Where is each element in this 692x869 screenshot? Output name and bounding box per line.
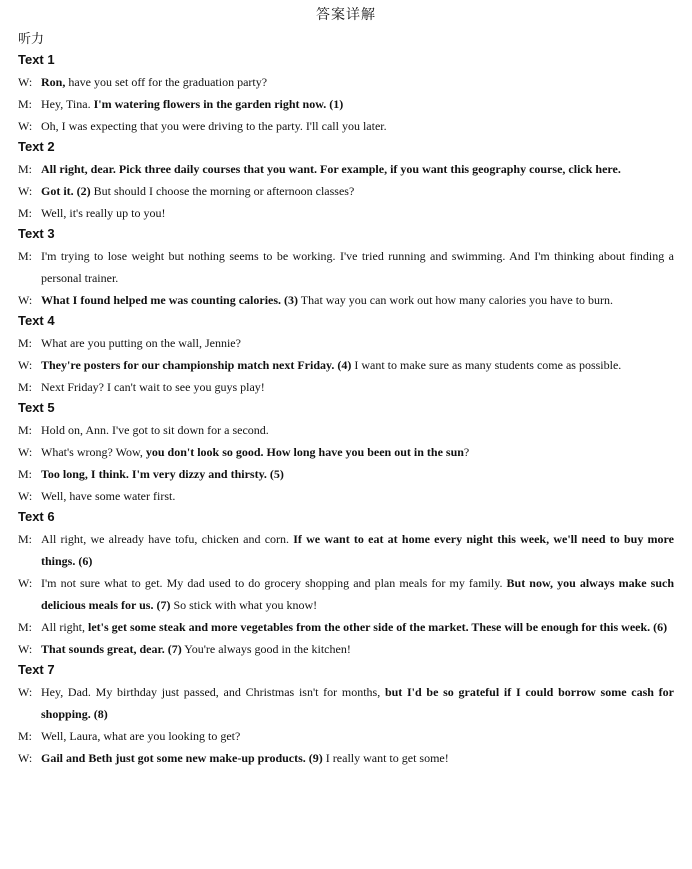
speaker-label: W:	[18, 119, 33, 133]
speaker-label: M:	[18, 249, 33, 263]
answer-text: Too long, I think. I'm very dizzy and thirsty. (5)	[41, 467, 284, 481]
dialogue-line	[18, 202, 674, 224]
dialogue-text: Next Friday? I can't wait to see you guys play!	[41, 380, 265, 394]
answer-text: you don't look so good. How long have you been out in the sun	[145, 445, 464, 459]
section-label: 听力	[18, 31, 45, 46]
dialogue-line	[18, 180, 674, 202]
speaker-label: M:	[18, 97, 33, 111]
dialogue-text: I'm trying to lose weight but nothing seems to be working. I've tried running and swimming. And I'm thinking about finding a personal trainer.	[41, 249, 674, 285]
dialogue-text: You're always good in the kitchen!	[181, 642, 351, 656]
speaker-label: W:	[18, 576, 33, 590]
dialogue-line	[18, 245, 674, 289]
speaker-label: W:	[18, 293, 33, 307]
transcript-content	[18, 50, 674, 769]
answer-text: Got it. (2)	[41, 184, 91, 198]
dialogue-line	[18, 572, 674, 616]
speaker-label: M:	[18, 467, 33, 481]
speaker-label: W:	[18, 489, 33, 503]
answer-text: Gail and Beth just got some new make-up products. (9)	[41, 751, 323, 765]
speaker-label: M:	[18, 380, 33, 394]
dialogue-text: But should I choose the morning or afternoon classes?	[90, 184, 355, 198]
dialogue-text: That way you can work out how many calories you have to burn.	[298, 293, 614, 307]
dialogue-line	[18, 289, 674, 311]
speaker-label: M:	[18, 532, 33, 546]
text-heading: Text 1	[18, 52, 55, 67]
speaker-label: W:	[18, 685, 33, 699]
dialogue-line	[18, 376, 674, 398]
speaker-label: W:	[18, 358, 33, 372]
dialogue-line	[18, 115, 674, 137]
dialogue-text: Hey, Tina.	[41, 97, 94, 111]
speaker-label: W:	[18, 642, 33, 656]
dialogue-text: ?	[463, 445, 470, 459]
dialogue-line	[18, 485, 674, 507]
dialogue-line	[18, 528, 674, 572]
answer-text: But now, you always make such delicious meals for us. (7)	[41, 576, 674, 612]
dialogue-text: I want to make sure as many students come as possible.	[351, 358, 622, 372]
dialogue-line	[18, 441, 674, 463]
text-heading: Text 4	[18, 313, 55, 328]
dialogue-line	[18, 725, 674, 747]
dialogue-text: So stick with what you know!	[170, 598, 318, 612]
dialogue-text: Well, it's really up to you!	[41, 206, 166, 220]
dialogue-text: Hold on, Ann. I've got to sit down for a second.	[41, 423, 269, 437]
answer-text: I'm watering flowers in the garden right now. (1)	[93, 97, 344, 111]
answer-text: but I'd be so grateful if I could borrow some cash for shopping. (8)	[41, 685, 674, 721]
page-title: 答案详解	[316, 8, 376, 23]
dialogue-line	[18, 616, 674, 638]
speaker-label: M:	[18, 162, 33, 176]
text-heading: Text 2	[18, 139, 55, 154]
answer-text: All right, dear. Pick three daily courses that you want. For example, if you want this geography course, click here.	[41, 162, 621, 176]
dialogue-line	[18, 332, 674, 354]
dialogue-text: I really want to get some!	[322, 751, 449, 765]
speaker-label: M:	[18, 423, 33, 437]
dialogue-text: Well, have some water first.	[41, 489, 176, 503]
speaker-label: M:	[18, 336, 33, 350]
dialogue-line	[18, 71, 674, 93]
answer-text: They're posters for our championship match next Friday. (4)	[41, 358, 352, 372]
dialogue-line	[18, 93, 674, 115]
dialogue-text: Oh, I was expecting that you were driving to the party. I'll call you later.	[41, 119, 387, 133]
answer-text: That sounds great, dear. (7)	[41, 642, 182, 656]
speaker-label: W:	[18, 184, 33, 198]
dialogue-text: All right,	[41, 620, 88, 634]
dialogue-line	[18, 463, 674, 485]
dialogue-text: What are you putting on the wall, Jennie?	[41, 336, 241, 350]
text-heading: Text 5	[18, 400, 55, 415]
dialogue-line	[18, 158, 674, 180]
dialogue-text: Well, Laura, what are you looking to get?	[41, 729, 241, 743]
dialogue-line	[18, 419, 674, 441]
answer-text: Ron,	[41, 75, 66, 89]
speaker-label: W:	[18, 445, 33, 459]
text-heading: Text 3	[18, 226, 55, 241]
speaker-label: M:	[18, 206, 33, 220]
answer-text: If we want to eat at home every night this week, we'll need to buy more things. (6)	[41, 532, 674, 568]
dialogue-line	[18, 638, 674, 660]
dialogue-line	[18, 747, 674, 769]
dialogue-text: have you set off for the graduation party?	[65, 75, 268, 89]
dialogue-text: All right, we already have tofu, chicken and corn.	[41, 532, 294, 546]
dialogue-line	[18, 681, 674, 725]
dialogue-text: I'm not sure what to get. My dad used to do grocery shopping and plan meals for my family.	[41, 576, 507, 590]
speaker-label: W:	[18, 75, 33, 89]
dialogue-text: Hey, Dad. My birthday just passed, and Christmas isn't for months,	[41, 685, 385, 699]
dialogue-text: What's wrong? Wow,	[41, 445, 146, 459]
speaker-label: M:	[18, 729, 33, 743]
text-heading: Text 6	[18, 509, 55, 524]
speaker-label: W:	[18, 751, 33, 765]
answer-text: let's get some steak and more vegetables from the other side of the market. These will be enough for this week. (6)	[88, 620, 668, 634]
speaker-label: M:	[18, 620, 33, 634]
answer-text: What I found helped me was counting calories. (3)	[41, 293, 299, 307]
dialogue-line	[18, 354, 674, 376]
text-heading: Text 7	[18, 662, 55, 677]
